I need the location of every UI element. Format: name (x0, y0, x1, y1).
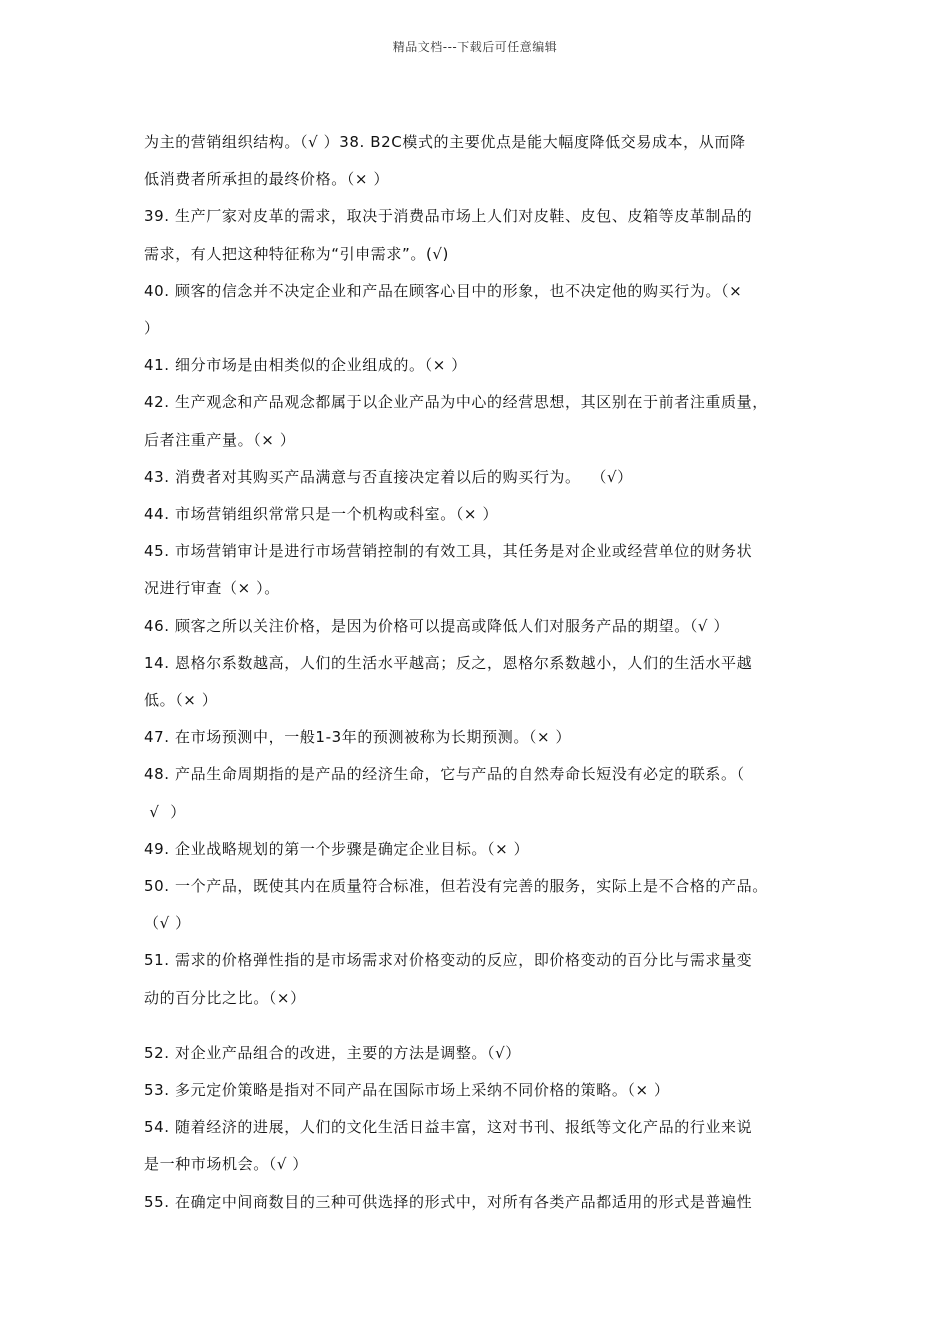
text-line: 低消费者所承担的最终价格。（× ） (144, 170, 390, 189)
text-line: 51. 需求的价格弹性指的是市场需求对价格变动的反应，即价格变动的百分比与需求量变 (144, 951, 753, 970)
text-line: 40. 顾客的信念并不决定企业和产品在顾客心目中的形象，也不决定他的购买行为。（× (144, 281, 743, 300)
text-line: 后者注重产量。（× ） (144, 430, 296, 449)
text-line: 55. 在确定中间商数目的三种可供选择的形式中，对所有各类产品都适用的形式是普遍性 (144, 1192, 753, 1211)
text-line: 52. 对企业产品组合的改进，主要的方法是调整。（√） (144, 1043, 521, 1062)
text-line: 是一种市场机会。（√ ） (144, 1155, 309, 1174)
text-line: 43. 消费者对其购买产品满意与否直接决定着以后的购买行为。 （√） (144, 467, 633, 486)
text-line: ） (144, 319, 160, 338)
text-line: 42. 生产观念和产品观念都属于以企业产品为中心的经营思想，其区别在于前者注重质量， (144, 393, 768, 412)
text-line: √ ） (144, 802, 186, 821)
text-line: 低。（× ） (144, 691, 218, 710)
text-line: 动的百分比之比。（×） (144, 988, 306, 1007)
text-line: 况进行审查（× ）。 (144, 579, 280, 598)
text-line: 46. 顾客之所以关注价格，是因为价格可以提高或降低人们对服务产品的期望。（√ ） (144, 616, 730, 635)
page-header: 精品文档---下载后可任意编辑 (392, 40, 558, 54)
text-line: 49. 企业战略规划的第一个步骤是确定企业目标。（× ） (144, 839, 530, 858)
text-line: 47. 在市场预测中，一般1-3年的预测被称为长期预测。（× ） (144, 728, 572, 747)
text-line: 14. 恩格尔系数越高，人们的生活水平越高；反之，恩格尔系数越小，人们的生活水平越 (144, 653, 753, 672)
text-line: 53. 多元定价策略是指对不同产品在国际市场上采纳不同价格的策略。（× ） (144, 1081, 670, 1100)
text-line: 为主的营销组织结构。（√ ）38. B2C模式的主要优点是能大幅度降低交易成本，从而降 (144, 133, 746, 151)
text-line: 44. 市场营销组织常常只是一个机构或科室。（× ） (144, 505, 499, 524)
paragraph-gap (144, 1017, 812, 1035)
text-line: （√ ） (144, 914, 191, 933)
document-body (144, 124, 812, 1221)
text-line: 39. 生产厂家对皮革的需求，取决于消费品市场上人们对皮鞋、皮包、皮箱等皮革制品的 (144, 207, 753, 226)
text-line: 50. 一个产品，既使其内在质量符合标准，但若没有完善的服务，实际上是不合格的产品。 (144, 877, 768, 896)
text-line: 41. 细分市场是由相类似的企业组成的。（× ） (144, 356, 467, 375)
text-line: 48. 产品生命周期指的是产品的经济生命，它与产品的自然寿命长短没有必定的联系。（ (144, 765, 745, 784)
text-line: 需求，有人把这种特征称为“引申需求”。(√) (144, 244, 450, 263)
text-line: 45. 市场营销审计是进行市场营销控制的有效工具，其任务是对企业或经营单位的财务状 (144, 542, 753, 561)
text-line: 54. 随着经济的进展，人们的文化生活日益丰富，这对书刊、报纸等文化产品的行业来说 (144, 1118, 753, 1137)
